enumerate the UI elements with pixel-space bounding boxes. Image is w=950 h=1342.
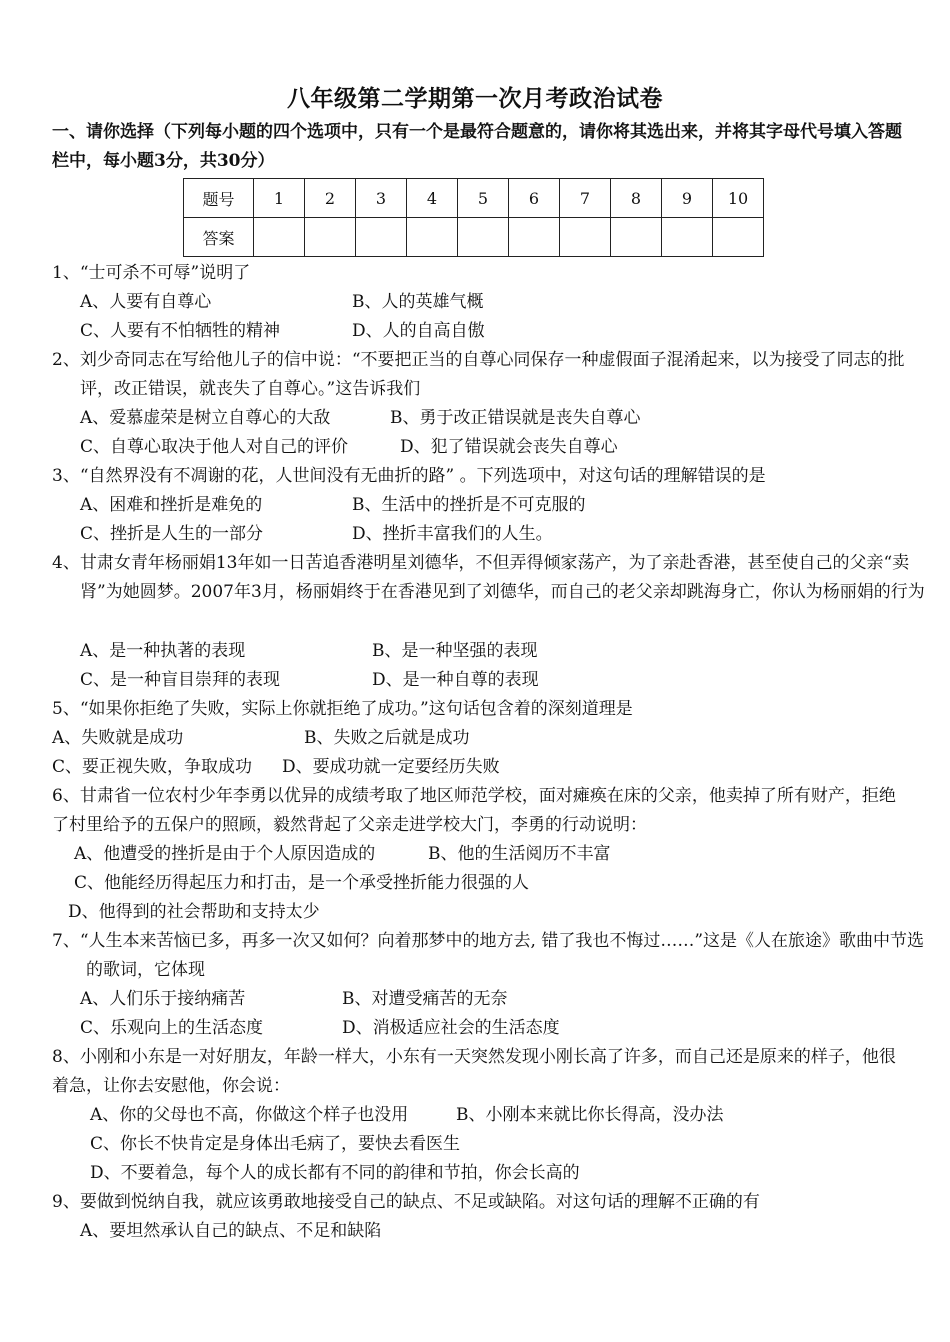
question-1-option-d: D、人的自高自傲	[352, 321, 485, 341]
question-number-cell: 5	[458, 179, 509, 218]
question-7-option-a: A、人们乐于接纳痛苦	[80, 989, 246, 1009]
question-5-option-d: D、要成功就一定要经历失败	[282, 757, 500, 777]
question-4-stem: 4、甘肃女青年杨丽娟13年如一日苦追香港明星刘德华，不但弄得倾家荡产，为了亲赴香港，甚至使自己的父亲“卖肾”为她圆梦。2007年3月，杨丽娟终于在香港见到了刘德华，而自己的老父亲却跳海身亡，你认为杨丽娟的行为	[52, 553, 925, 602]
question-2-option-d: D、犯了错误就会丧失自尊心	[400, 437, 618, 457]
question-number-cell: 2	[305, 179, 356, 218]
question-6-option-b: B、他的生活阅历不丰富	[428, 844, 611, 864]
question-4-option-d: D、是一种自尊的表现	[372, 670, 539, 690]
question-2-option-b: B、勇于改正错误就是丧失自尊心	[390, 408, 641, 428]
question-7-option-b: B、对遭受痛苦的无奈	[342, 989, 508, 1009]
section-instructions: 一、请你选择（下列每小题的四个选项中，只有一个是最符合题意的，请你将其选出来，并将其字母代号填入答题栏中，每小题3分，共30分）	[52, 122, 902, 171]
question-5-option-c: C、要正视失败，争取成功	[52, 757, 253, 777]
answer-cell[interactable]	[611, 218, 662, 257]
question-5-option-b: B、失败之后就是成功	[304, 728, 470, 748]
question-9-option-a: A、要坦然承认自己的缺点、不足和缺陷	[80, 1221, 382, 1241]
question-8-option-c: C、你长不快肯定是身体出毛病了，要快去看医生	[90, 1134, 461, 1154]
answer-cell[interactable]	[662, 218, 713, 257]
question-3-option-a: A、困难和挫折是难免的	[80, 495, 263, 515]
question-7-option-c: C、乐观向上的生活态度	[80, 1018, 264, 1038]
answer-label: 答案	[184, 218, 254, 257]
question-5-option-a: A、失败就是成功	[52, 728, 184, 748]
question-8-option-b: B、小刚本来就比你长得高，没办法	[456, 1105, 724, 1125]
question-3-option-c: C、挫折是人生的一部分	[80, 524, 264, 544]
answer-table-answer-row	[184, 218, 764, 257]
question-3-option-b: B、生活中的挫折是不可克服的	[352, 495, 586, 515]
question-number-cell: 4	[407, 179, 458, 218]
answer-cell[interactable]	[458, 218, 509, 257]
answer-cell[interactable]	[356, 218, 407, 257]
question-1-option-c: C、人要有不怕牺牲的精神	[80, 321, 281, 341]
answer-cell[interactable]	[509, 218, 560, 257]
question-number-cell: 3	[356, 179, 407, 218]
question-3-option-d: D、挫折丰富我们的人生。	[352, 524, 553, 544]
question-7-option-d: D、消极适应社会的生活态度	[342, 1018, 560, 1038]
question-1-option-b: B、人的英雄气概	[352, 292, 484, 312]
question-5-stem: 5、“如果你拒绝了失败，实际上你就拒绝了成功。”这句话包含着的深刻道理是	[52, 699, 633, 719]
question-7-stem: 7、“人生本来苦恼已多，再多一次又如何？向着那梦中的地方去, 错了我也不悔过……”这是《人在旅途》歌曲中节选的歌词，它体现	[52, 931, 925, 980]
question-4-option-c: C、是一种盲目崇拜的表现	[80, 670, 281, 690]
answer-cell[interactable]	[560, 218, 611, 257]
question-number-cell: 8	[611, 179, 662, 218]
question-4-option-b: B、是一种坚强的表现	[372, 641, 538, 661]
question-6-stem: 6、甘肃省一位农村少年李勇以优异的成绩考取了地区师范学校，面对瘫痪在床的父亲，他卖掉了所有财产，拒绝了村里给予的五保户的照顾，毅然背起了父亲走进学校大门，李勇的行动说明：	[52, 786, 896, 835]
answer-cell[interactable]	[713, 218, 764, 257]
question-3-stem: 3、“自然界没有不凋谢的花，人世间没有无曲折的路” 。下列选项中，对这句话的理解错误的是	[52, 466, 766, 486]
question-9-stem: 9、要做到悦纳自我，就应该勇敢地接受自己的缺点、不足或缺陷。对这句话的理解不正确的有	[52, 1192, 760, 1212]
question-number-cell: 6	[509, 179, 560, 218]
question-2-option-c: C、自尊心取决于他人对自己的评价	[80, 437, 349, 457]
answer-table	[183, 178, 764, 257]
answer-cell[interactable]	[305, 218, 356, 257]
question-1-stem: 1、“士可杀不可辱”说明了	[52, 263, 251, 283]
question-2-stem: 2、刘少奇同志在写给他儿子的信中说：“不要把正当的自尊心同保存一种虚假面子混淆起来，以为接受了同志的批评，改正错误，就丧失了自尊心。”这告诉我们	[52, 350, 905, 399]
question-4-option-a: A、是一种执著的表现	[80, 641, 246, 661]
question-8-option-d: D、不要着急，每个人的成长都有不同的韵律和节拍，你会长高的	[90, 1163, 580, 1183]
question-1-option-a: A、人要有自尊心	[80, 292, 212, 312]
question-2-option-a: A、爱慕虚荣是树立自尊心的大敌	[80, 408, 331, 428]
answer-table-header-row	[184, 179, 764, 218]
question-8-stem: 8、小刚和小东是一对好朋友，年龄一样大，小东有一天突然发现小刚长高了许多，而自己还是原来的样子，他很着急，让你去安慰他，你会说：	[52, 1047, 896, 1096]
question-number-label: 题号	[184, 179, 254, 218]
question-6-option-d: D、他得到的社会帮助和支持太少	[68, 902, 320, 922]
question-number-cell: 1	[254, 179, 305, 218]
question-6-option-c: C、他能经历得起压力和打击，是一个承受挫折能力很强的人	[74, 873, 530, 893]
question-8-option-a: A、你的父母也不高，你做这个样子也没用	[90, 1105, 409, 1125]
answer-cell[interactable]	[254, 218, 305, 257]
question-6-option-a: A、他遭受的挫折是由于个人原因造成的	[74, 844, 376, 864]
answer-cell[interactable]	[407, 218, 458, 257]
exam-title: 八年级第二学期第一次月考政治试卷	[287, 85, 663, 112]
question-number-cell: 9	[662, 179, 713, 218]
question-number-cell: 10	[713, 179, 764, 218]
question-number-cell: 7	[560, 179, 611, 218]
